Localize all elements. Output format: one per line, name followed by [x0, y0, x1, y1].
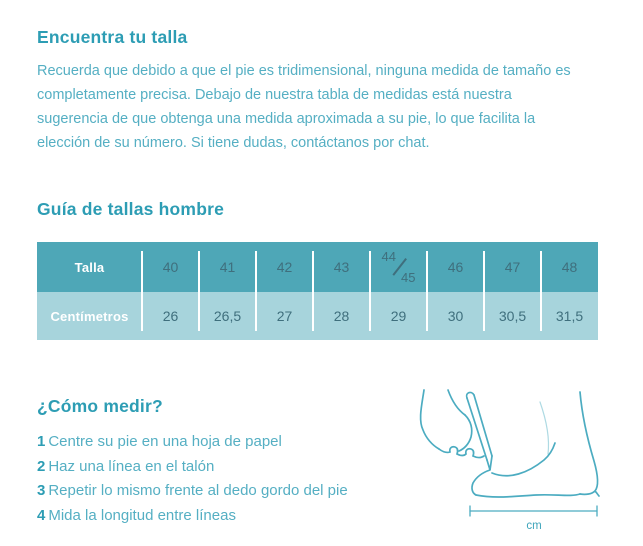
size-45: 45	[401, 270, 416, 285]
row-header-centimetros: Centímetros	[50, 308, 129, 324]
column-divider	[141, 251, 143, 331]
size-guide-section	[37, 199, 606, 340]
cm-cell: 30	[447, 308, 464, 324]
how-to-measure-section	[37, 396, 606, 546]
size-cell: 41	[219, 259, 236, 275]
measure-step-1: 1 Centre su pie en una hoja de papel	[37, 433, 282, 450]
size-cell: 43	[333, 259, 350, 275]
size-cell: 40	[162, 259, 179, 275]
size-cell: 42	[276, 259, 293, 275]
measure-steps-list	[37, 430, 409, 528]
how-to-measure-title: ¿Cómo medir?	[37, 396, 163, 416]
size-cell: 47	[504, 259, 521, 275]
cm-cell: 27	[276, 308, 293, 324]
measure-step-3: 3 Repetir lo mismo frente al dedo gordo del pie	[37, 482, 348, 499]
column-divider	[483, 251, 485, 331]
size-44: 44	[381, 249, 396, 264]
cm-cell: 29	[390, 308, 407, 324]
page-title: Encuentra tu talla	[37, 27, 188, 47]
cm-cell: 31,5	[555, 308, 584, 324]
measure-step-4: 4 Mida la longitud entre líneas	[37, 506, 236, 524]
column-divider	[426, 251, 428, 331]
cm-cell: 30,5	[498, 308, 527, 324]
cm-unit-label: cm	[526, 520, 542, 532]
cm-cell: 26	[162, 308, 179, 324]
cm-cell: 28	[333, 308, 350, 324]
column-divider	[312, 251, 314, 331]
size-cell-44-45	[370, 242, 427, 292]
column-divider	[198, 251, 200, 331]
row-header-talla: Talla	[74, 259, 105, 275]
cm-cell: 26,5	[213, 308, 242, 324]
table-row-sizes	[37, 242, 598, 292]
size-table	[37, 242, 598, 340]
size-cell: 48	[561, 259, 578, 275]
foot-measuring-illustration	[414, 388, 606, 538]
foot-pencil-drawing	[414, 388, 606, 538]
column-divider	[255, 251, 257, 331]
intro-paragraph: Recuerda que debido a que el pie es tridimensional, ninguna medida de tamaño es completamente precisa. Debajo de nuestra tabla de medidas está nuestra sugerencia de que obtenga una medida aproximada a su pie, lo que facilita la elección de su número. Si tiene dudas, contáctanos por chat.	[37, 63, 571, 151]
intro-section	[37, 27, 606, 155]
measure-step-2: 2 Haz una línea en el talón	[37, 457, 215, 475]
measurement-line	[470, 506, 597, 516]
size-cell: 46	[447, 259, 464, 275]
column-divider	[369, 251, 371, 331]
column-divider	[540, 251, 542, 331]
size-guide-title: Guía de tallas hombre	[37, 199, 225, 219]
table-row-centimeters	[37, 292, 598, 340]
